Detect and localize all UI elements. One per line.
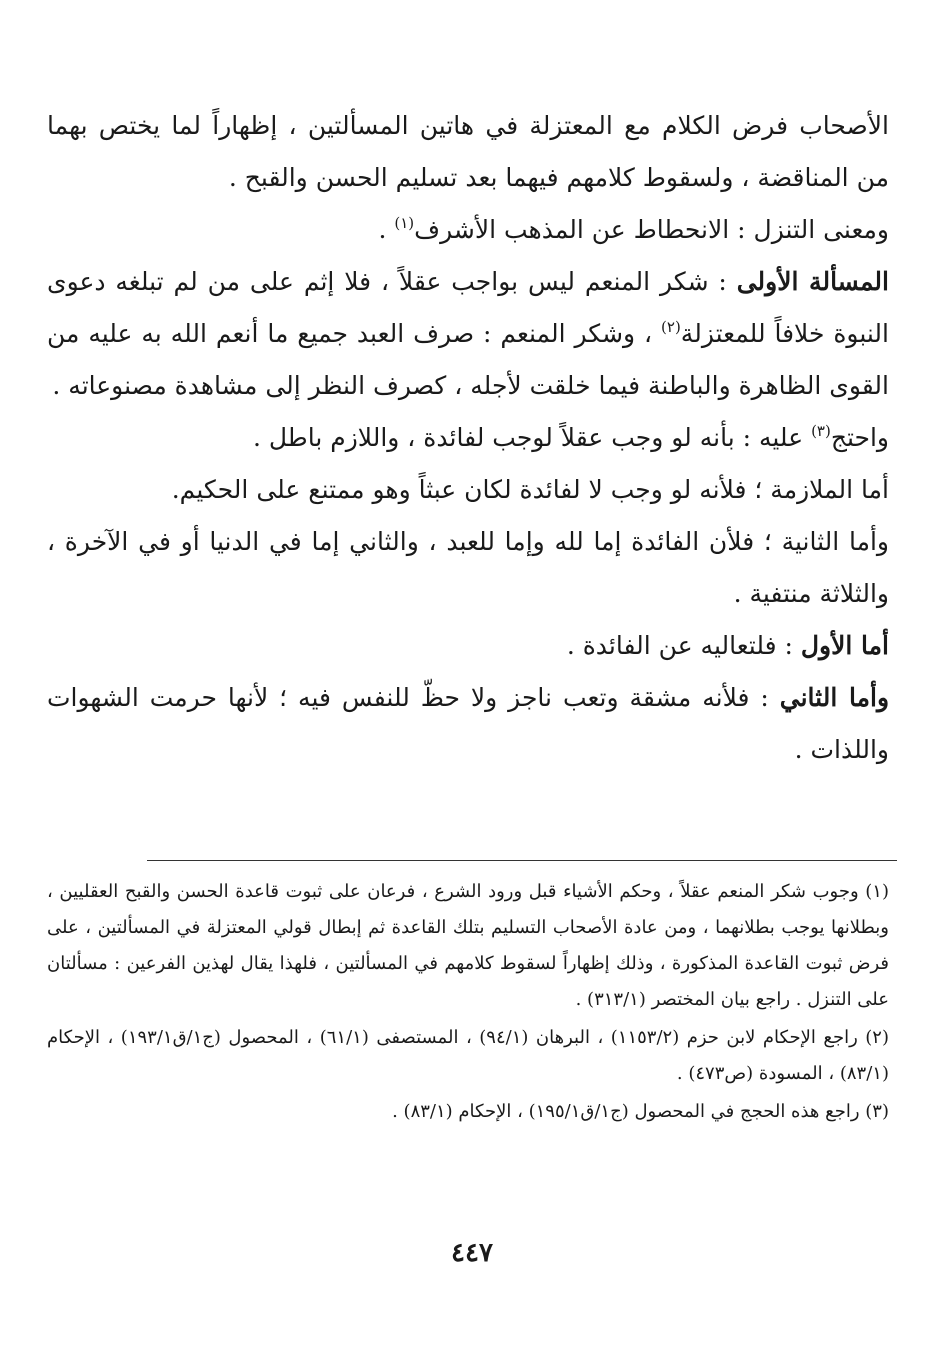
- paragraph-5: [47, 464, 889, 516]
- paragraph-5-text: أما الملازمة ؛ فلأنه لو وجب لا لفائدة لكان عبثاً وهو ممتنع على الحكيم.: [171, 475, 889, 504]
- paragraph-6: [47, 516, 889, 620]
- footnote-separator: [147, 860, 897, 861]
- paragraph-8-text: : فلأنه مشقة وتعب ناجز ولا حظّ للنفس فيه ؛ لأنها حرمت الشهوات واللذات .: [47, 683, 889, 764]
- main-text: [47, 100, 889, 776]
- footnote-ref-2: (٢): [661, 318, 681, 336]
- footnote-2: (٢) راجع الإحكام لابن حزم (١١٥٣/٢) ، البرهان (٩٤/١) ، المستصفى (٦١/١) ، المحصول (ج١/ق١٩٣/١) ، الإحكام (٨٣/١) ، المسودة (ص٤٧٣) .: [47, 1027, 889, 1084]
- paragraph-4-start: واحتج: [830, 423, 889, 452]
- paragraph-7: [47, 620, 889, 672]
- paragraph-2: [47, 204, 889, 256]
- paragraph-4: [47, 412, 889, 464]
- paragraph-1-text: الأصحاب فرض الكلام مع المعتزلة في هاتين المسألتين ، إظهاراً لما يختص بهما من المناقضة ، ولسقوط كلامهم فيهما بعد تسليم الحسن والقبح .: [47, 111, 889, 192]
- heading-first: أما الأول: [800, 631, 889, 660]
- footnotes: [47, 874, 889, 1132]
- paragraph-4-text: عليه : بأنه لو وجب عقلاً لوجب لفائدة ، واللازم باطل .: [252, 423, 812, 452]
- page-number: ٤٤٧: [451, 1238, 493, 1268]
- paragraph-7-text: : فلتعاليه عن الفائدة .: [566, 631, 801, 660]
- footnote-3: (٣) راجع هذه الحجج في المحصول (ج١/ق١٩٥/١) ، الإحكام (٨٣/١) .: [392, 1101, 889, 1122]
- paragraph-8: [47, 672, 889, 776]
- paragraph-2-end: .: [378, 215, 395, 244]
- paragraph-6-text: وأما الثانية ؛ فلأن الفائدة إما لله وإما للعبد ، والثاني إما في الدنيا أو في الآخرة ، والثلاثة منتفية .: [47, 527, 889, 608]
- section-heading-first-issue: المسألة الأولى: [736, 267, 889, 296]
- footnote-ref-3: (٣): [811, 422, 831, 440]
- paragraph-1: [47, 100, 889, 204]
- footnote-1: (١) وجوب شكر المنعم عقلاً ، وحكم الأشياء قبل ورود الشرع ، فرعان على ثبوت قاعدة الحسن والقبح العقليين ، وبطلانها يوجب بطلانهما ، ومن عادة الأصحاب التسليم بتلك القاعدة ثم إبطال قولي المعتزلة في المسألتين ، على فرض ثبوت القاعدة المذكورة ، وذلك إظهاراً لسقوط كلامهم في المسألتين ، فلهذا يقال لهذين الفرعين : مسألتان على التنزل . راجع بيان المختصر (٣١٣/١) .: [47, 881, 889, 1010]
- paragraph-2-text: ومعنى التنزل : الانحطاط عن المذهب الأشرف: [414, 215, 889, 244]
- paragraph-3-text: : شكر المنعم ليس بواجب عقلاً ، فلا إثم على من لم تبلغه دعوى النبوة خلافاً للمعتزلة: [47, 267, 889, 348]
- paragraph-3: [47, 256, 889, 412]
- footnote-ref-1: (١): [394, 214, 415, 232]
- paragraph-3-end: ، وشكر المنعم : صرف العبد جميع ما أنعم الله به عليه من القوى الظاهرة والباطنة فيما خلقت لأجله ، كصرف النظر إلى مشاهدة مصنوعاته .: [47, 319, 889, 400]
- heading-second: وأما الثاني: [779, 683, 890, 712]
